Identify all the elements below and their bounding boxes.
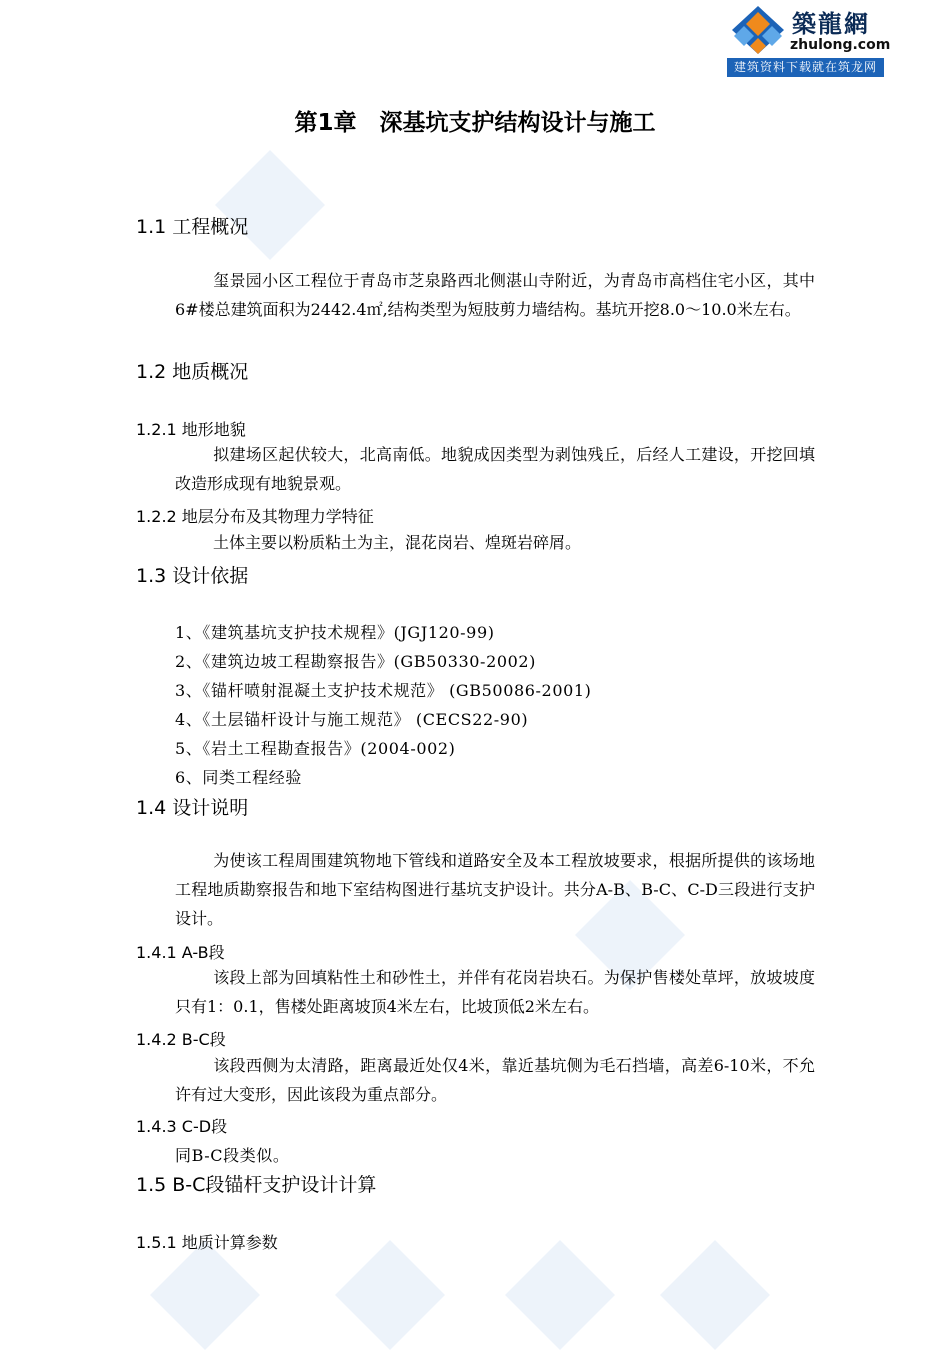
paragraph: 拟建场区起伏较大，北高南低。地貌成因类型为剥蚀残丘，后经人工建设，开挖回填改造形成现有地貌景观。 [175, 445, 815, 493]
logo-slogan: 建筑资料下载就在筑龙网 [727, 58, 884, 77]
reference-item: 2、《建筑边坡工程勘察报告》(GB50330-2002) [175, 652, 537, 671]
section-heading: 1.1 工程概况 [136, 216, 249, 238]
chapter-title: 第1章 深基坑支护结构设计与施工 [294, 110, 656, 136]
section-heading: 1.5 B-C段锚杆支护设计计算 [136, 1174, 377, 1196]
watermark-logo [215, 150, 325, 260]
paragraph: 为使该工程周围建筑物地下管线和道路安全及本工程放坡要求，根据所提供的该场地工程地质勘察报告和地下室结构图进行基坑支护设计。共分A-B、B-C、C-D三段进行支护设计。 [175, 851, 815, 928]
reference-item: 6、同类工程经验 [175, 768, 302, 787]
paragraph: 玺景园小区工程位于青岛市芝泉路西北侧湛山寺附近，为青岛市高档住宅小区，其中6#楼总建筑面积为2442.4㎡,结构类型为短肢剪力墙结构。基坑开挖8.0～10.0米左右。 [175, 271, 815, 319]
section-heading: 1.3 设计依据 [136, 565, 249, 587]
reference-item: 3、《锚杆喷射混凝土支护技术规范》 (GB50086-2001) [175, 681, 592, 700]
watermark-logo [505, 1240, 615, 1350]
paragraph: 该段上部为回填粘性土和砂性土，并伴有花岗岩块石。为保护售楼处草坪，放坡坡度只有1：0.1，售楼处距离坡顶4米左右，比坡顶低2米左右。 [175, 968, 815, 1016]
reference-item: 5、《岩土工程勘查报告》(2004-002) [175, 739, 456, 758]
subsection-heading: 1.2.1 地形地貌 [136, 420, 246, 439]
subsection-heading: 1.2.2 地层分布及其物理力学特征 [136, 507, 374, 526]
logo-domain: zhulong.com [790, 37, 891, 53]
subsection-heading: 1.4.3 C-D段 [136, 1117, 228, 1136]
section-heading: 1.4 设计说明 [136, 797, 249, 819]
watermark-logo [150, 1240, 260, 1350]
reference-item: 4、《土层锚杆设计与施工规范》 (CECS22-90) [175, 710, 529, 729]
watermark-logo [335, 1240, 445, 1350]
paragraph: 同B-C段类似。 [175, 1146, 290, 1165]
logo-emblem-icon [730, 4, 786, 56]
section-heading: 1.2 地质概况 [136, 361, 249, 383]
logo-name: 築龍網 [792, 9, 870, 38]
paragraph: 该段西侧为太清路，距离最近处仅4米，靠近基坑侧为毛石挡墙，高差6-10米，不允许有过大变形，因此该段为重点部分。 [175, 1056, 815, 1104]
subsection-heading: 1.5.1 地质计算参数 [136, 1233, 278, 1252]
subsection-heading: 1.4.1 A-B段 [136, 943, 225, 962]
watermark-logo [660, 1240, 770, 1350]
reference-item: 1、《建筑基坑支护技术规程》(JGJ120-99) [175, 623, 495, 642]
subsection-heading: 1.4.2 B-C段 [136, 1030, 226, 1049]
paragraph: 土体主要以粉质粘土为主，混花岗岩、煌斑岩碎屑。 [213, 533, 582, 552]
